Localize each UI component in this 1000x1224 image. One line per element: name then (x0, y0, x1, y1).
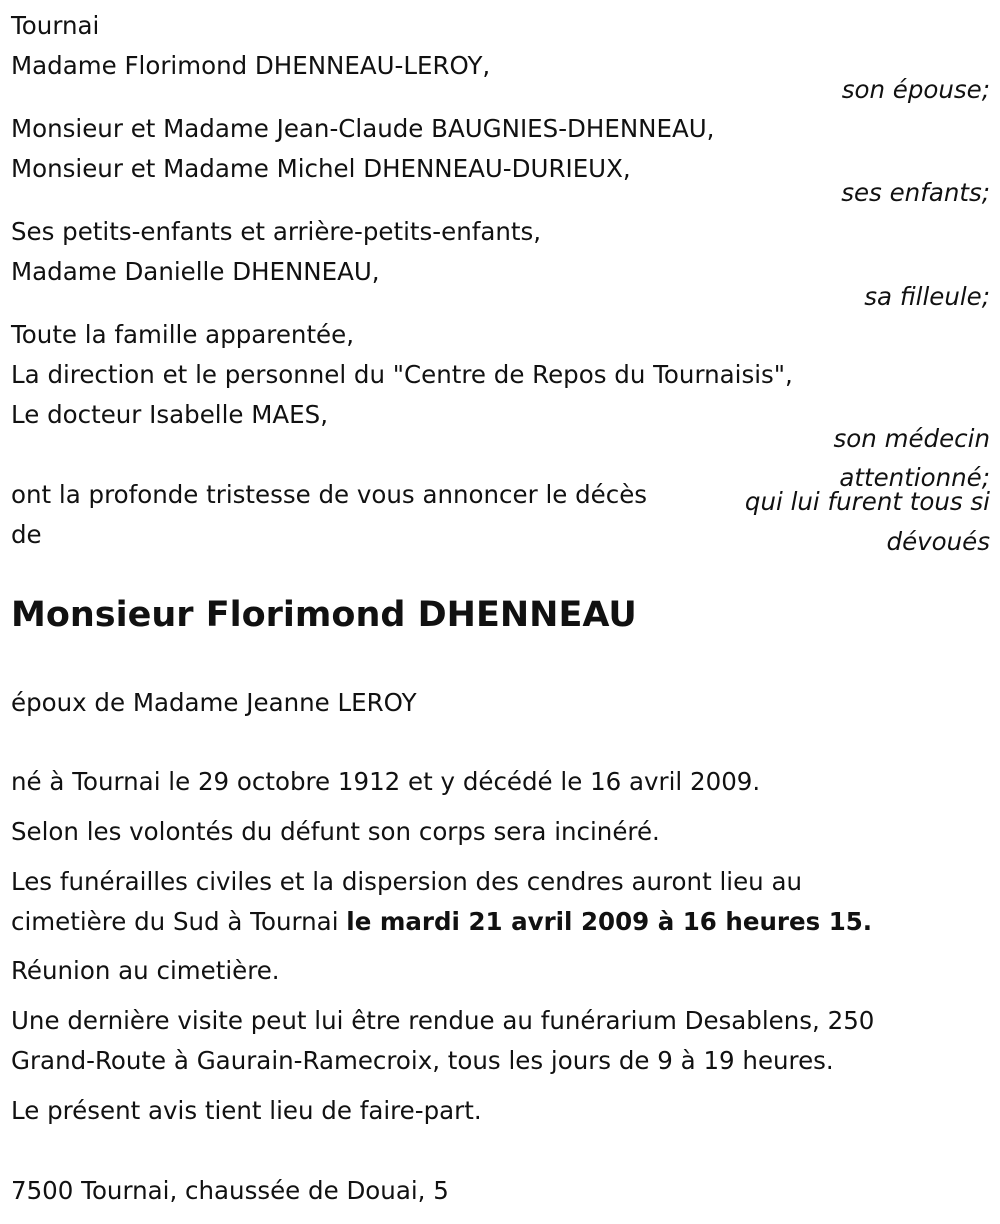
announcement-line-1: ont la profonde tristesse de vous annoncer le décès (11, 480, 648, 509)
wishes-line: Selon les volontés du défunt son corps sera incinéré. (11, 817, 660, 846)
doctor-role-2: attentionné; (839, 463, 990, 492)
funeral-line-1: Les funérailles civiles et la dispersion des cendres auront lieu au (11, 867, 803, 896)
spouse-of-line: époux de Madame Jeanne LEROY (11, 688, 417, 717)
staff-line: La direction et le personnel du "Centre de Repos du Tournaisis", (11, 360, 793, 389)
grandchildren-line: Ses petits-enfants et arrière-petits-enfants, (11, 217, 542, 246)
funeral-line-2 (11, 907, 873, 936)
goddaughter-line: Madame Danielle DHENNEAU, (11, 257, 380, 286)
city-heading: Tournai (11, 11, 100, 40)
relatives-line: Toute la famille apparentée, (11, 320, 354, 349)
children-role: ses enfants; (841, 178, 990, 207)
deceased-name: Monsieur Florimond DHENNEAU (11, 595, 637, 635)
announcement-line-2: de (11, 520, 42, 549)
birth-death-line: né à Tournai le 29 octobre 1912 et y décédé le 16 avril 2009. (11, 767, 761, 796)
meeting-line: Réunion au cimetière. (11, 956, 280, 985)
spouse-role: son épouse; (841, 75, 990, 104)
notice-line: Le présent avis tient lieu de faire-part. (11, 1096, 482, 1125)
doctor-role-1: son médecin (833, 424, 990, 453)
address-line: 7500 Tournai, chaussée de Douai, 5 (11, 1176, 449, 1205)
visit-line-2: Grand-Route à Gaurain-Ramecroix, tous les jours de 9 à 19 heures. (11, 1046, 834, 1075)
devotion-line-2: dévoués (886, 527, 990, 556)
goddaughter-role: sa filleule; (864, 282, 990, 311)
funeral-place: cimetière du Sud à Tournai (11, 907, 347, 936)
visit-line-1: Une dernière visite peut lui être rendue au funérarium Desablens, 250 (11, 1006, 875, 1035)
devotion-line-1: qui lui furent tous si (744, 487, 990, 516)
child-line-1: Monsieur et Madame Jean-Claude BAUGNIES-DHENNEAU, (11, 114, 715, 143)
funeral-date: le mardi 21 avril 2009 à 16 heures 15. (346, 907, 873, 936)
child-line-2: Monsieur et Madame Michel DHENNEAU-DURIEUX, (11, 154, 631, 183)
spouse-line: Madame Florimond DHENNEAU-LEROY, (11, 51, 491, 80)
doctor-line: Le docteur Isabelle MAES, (11, 400, 328, 429)
